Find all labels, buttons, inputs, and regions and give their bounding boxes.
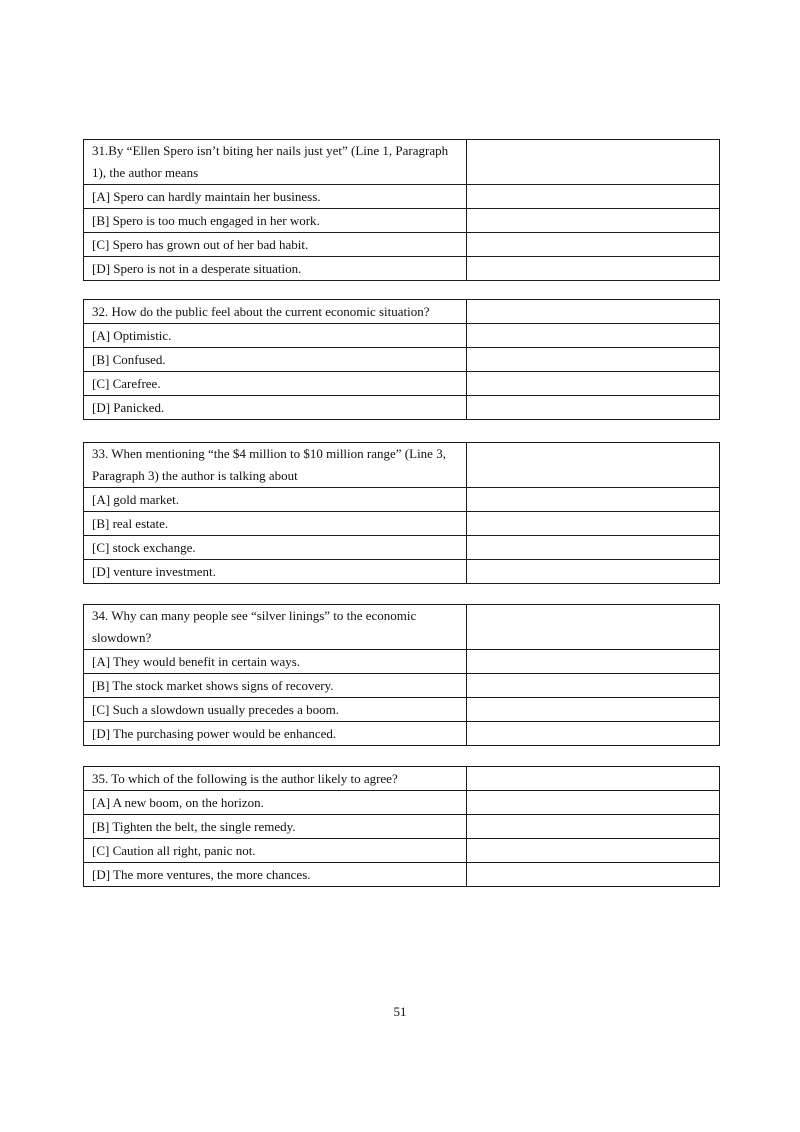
option-b: [B] real estate. [84,512,467,536]
answer-cell[interactable] [467,650,720,674]
answer-cell[interactable] [467,791,720,815]
option-d: [D] The more ventures, the more chances. [84,863,467,887]
option-row [84,650,720,674]
question-stem: 35. To which of the following is the author likely to agree? [84,767,467,791]
option-a: [A] A new boom, on the horizon. [84,791,467,815]
question-31-table [83,139,720,281]
answer-cell[interactable] [467,560,720,584]
answer-cell[interactable] [467,863,720,887]
option-row [84,257,720,281]
answer-cell[interactable] [467,488,720,512]
question-stem: 32. How do the public feel about the current economic situation? [84,300,467,324]
option-row [84,722,720,746]
question-stem-row [84,300,720,324]
option-a: [A] gold market. [84,488,467,512]
option-a: [A] Spero can hardly maintain her business. [84,185,467,209]
answer-cell[interactable] [467,605,720,650]
page-number: 51 [393,1004,407,1019]
question-stem: 31.By “Ellen Spero isn’t biting her nails just yet” (Line 1, Paragraph 1), the author means [84,140,467,185]
answer-cell[interactable] [467,839,720,863]
option-row [84,560,720,584]
option-row [84,536,720,560]
answer-cell[interactable] [467,396,720,420]
option-d: [D] Spero is not in a desperate situation. [84,257,467,281]
option-c: [C] Such a slowdown usually precedes a boom. [84,698,467,722]
answer-cell[interactable] [467,257,720,281]
option-row [84,348,720,372]
answer-cell[interactable] [467,698,720,722]
question-stem-row [84,767,720,791]
question-stem-row [84,605,720,650]
answer-cell[interactable] [467,512,720,536]
answer-cell[interactable] [467,140,720,185]
option-b: [B] Spero is too much engaged in her work. [84,209,467,233]
question-stem-row [84,443,720,488]
answer-cell[interactable] [467,674,720,698]
question-32-table [83,299,720,420]
option-row [84,488,720,512]
option-row [84,791,720,815]
answer-cell[interactable] [467,815,720,839]
answer-cell[interactable] [467,372,720,396]
option-row [84,324,720,348]
option-c: [C] stock exchange. [84,536,467,560]
option-row [84,512,720,536]
option-row [84,815,720,839]
option-b: [B] Confused. [84,348,467,372]
question-33-table [83,442,720,584]
option-d: [D] Panicked. [84,396,467,420]
question-stem: 33. When mentioning “the $4 million to $10 million range” (Line 3, Paragraph 3) the author is talking about [84,443,467,488]
option-row [84,674,720,698]
option-row [84,863,720,887]
option-row [84,839,720,863]
option-b: [B] The stock market shows signs of recovery. [84,674,467,698]
answer-cell[interactable] [467,722,720,746]
option-row [84,698,720,722]
option-d: [D] The purchasing power would be enhanced. [84,722,467,746]
answer-cell[interactable] [467,536,720,560]
answer-cell[interactable] [467,300,720,324]
option-c: [C] Carefree. [84,372,467,396]
option-b: [B] Tighten the belt, the single remedy. [84,815,467,839]
question-34-table [83,604,720,746]
option-row [84,185,720,209]
answer-cell[interactable] [467,443,720,488]
question-35-table [83,766,720,887]
option-a: [A] Optimistic. [84,324,467,348]
answer-cell[interactable] [467,233,720,257]
option-c: [C] Caution all right, panic not. [84,839,467,863]
option-a: [A] They would benefit in certain ways. [84,650,467,674]
option-row [84,233,720,257]
question-stem: 34. Why can many people see “silver linings” to the economic slowdown? [84,605,467,650]
answer-cell[interactable] [467,324,720,348]
option-row [84,372,720,396]
option-c: [C] Spero has grown out of her bad habit. [84,233,467,257]
answer-cell[interactable] [467,209,720,233]
answer-cell[interactable] [467,767,720,791]
answer-cell[interactable] [467,185,720,209]
option-d: [D] venture investment. [84,560,467,584]
question-stem-row [84,140,720,185]
answer-cell[interactable] [467,348,720,372]
option-row [84,209,720,233]
option-row [84,396,720,420]
